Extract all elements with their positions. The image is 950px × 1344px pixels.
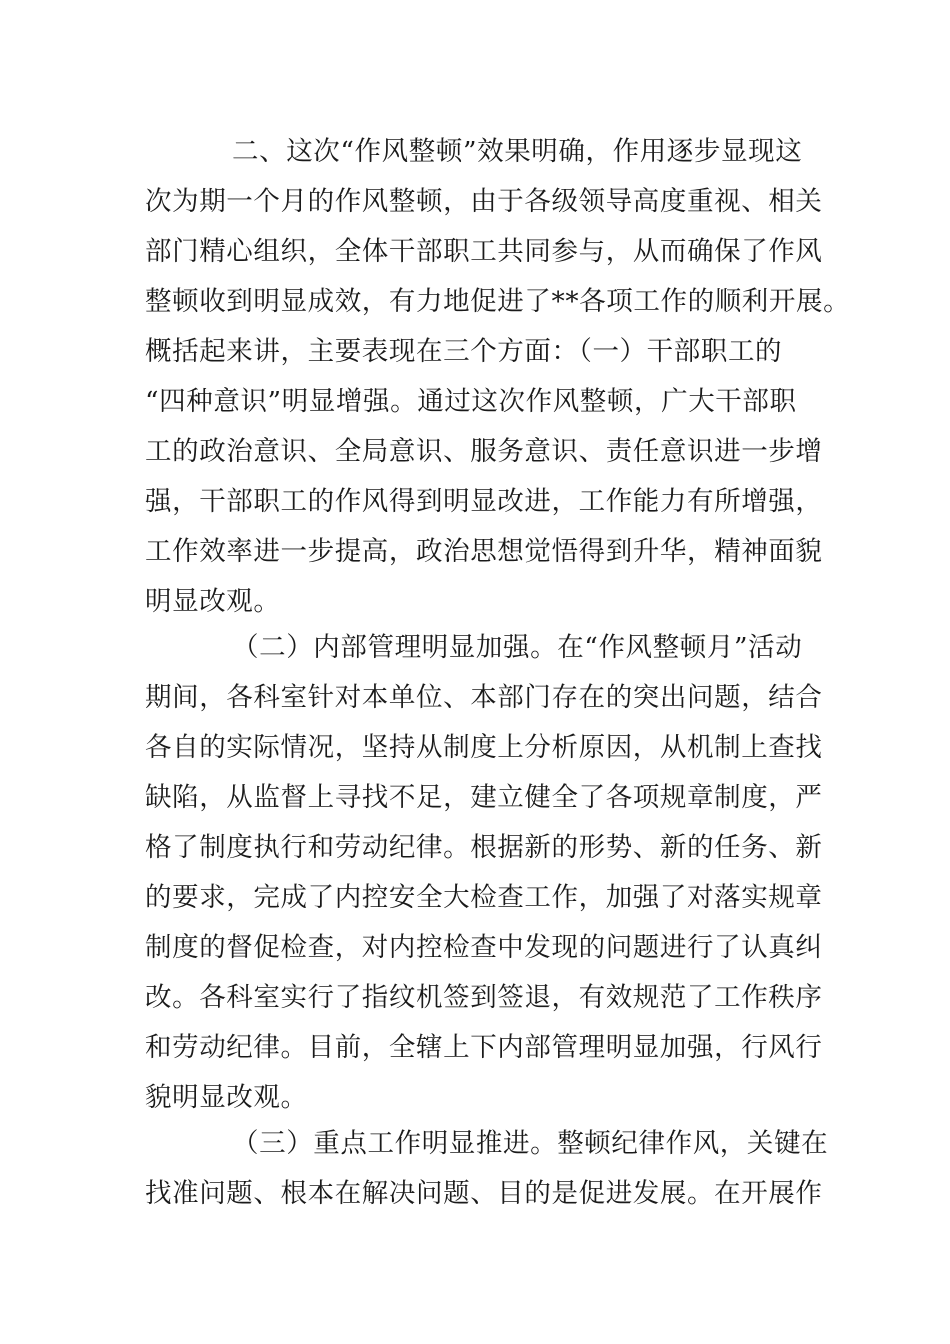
text-line: （二）内部管理明显加强。在“作风整顿月”活动 (232, 632, 803, 663)
text-line: 强，干部职工的作风得到明显改进，工作能力有所增强， (145, 486, 823, 517)
text-line: （三）重点工作明显推进。整顿纪律作风，关键在 (232, 1128, 829, 1159)
text-line: 期间，各科室针对本单位、本部门存在的突出问题，结合 (145, 682, 823, 713)
text-line: 制度的督促检查，对内控检查中发现的问题进行了认真纠 (145, 932, 823, 963)
text-line: 明显改观。 (145, 586, 281, 617)
text-line: 貌明显改观。 (145, 1082, 308, 1113)
text-line: 工作效率进一步提高，政治思想觉悟得到升华，精神面貌 (145, 536, 823, 567)
text-line: 的要求，完成了内控安全大检查工作，加强了对落实规章 (145, 882, 823, 913)
text-line: 二、这次“作风整顿”效果明确，作用逐步显现这 (232, 136, 803, 167)
text-line: 部门精心组织，全体干部职工共同参与，从而确保了作风 (145, 236, 823, 267)
text-line: 改。各科室实行了指纹机签到签退，有效规范了工作秩序 (145, 982, 823, 1013)
text-line: 找准问题、根本在解决问题、目的是促进发展。在开展作 (145, 1178, 823, 1209)
text-line: 缺陷，从监督上寻找不足，建立健全了各项规章制度，严 (145, 782, 823, 813)
text-line: “四种意识”明显增强。通过这次作风整顿，广大干部职 (145, 386, 797, 417)
text-line: 工的政治意识、全局意识、服务意识、责任意识进一步增 (145, 436, 823, 467)
text-line: 格了制度执行和劳动纪律。根据新的形势、新的任务、新 (145, 832, 823, 863)
text-line: 次为期一个月的作风整顿，由于各级领导高度重视、相关 (145, 186, 823, 217)
text-line: 概括起来讲，主要表现在三个方面：（一）干部职工的 (145, 336, 783, 367)
text-line: 各自的实际情况，坚持从制度上分析原因，从机制上查找 (145, 732, 823, 763)
text-line: 和劳动纪律。目前，全辖上下内部管理明显加强，行风行 (145, 1032, 823, 1063)
text-line: 整顿收到明显成效，有力地促进了**各项工作的顺利开展。 (145, 286, 851, 317)
